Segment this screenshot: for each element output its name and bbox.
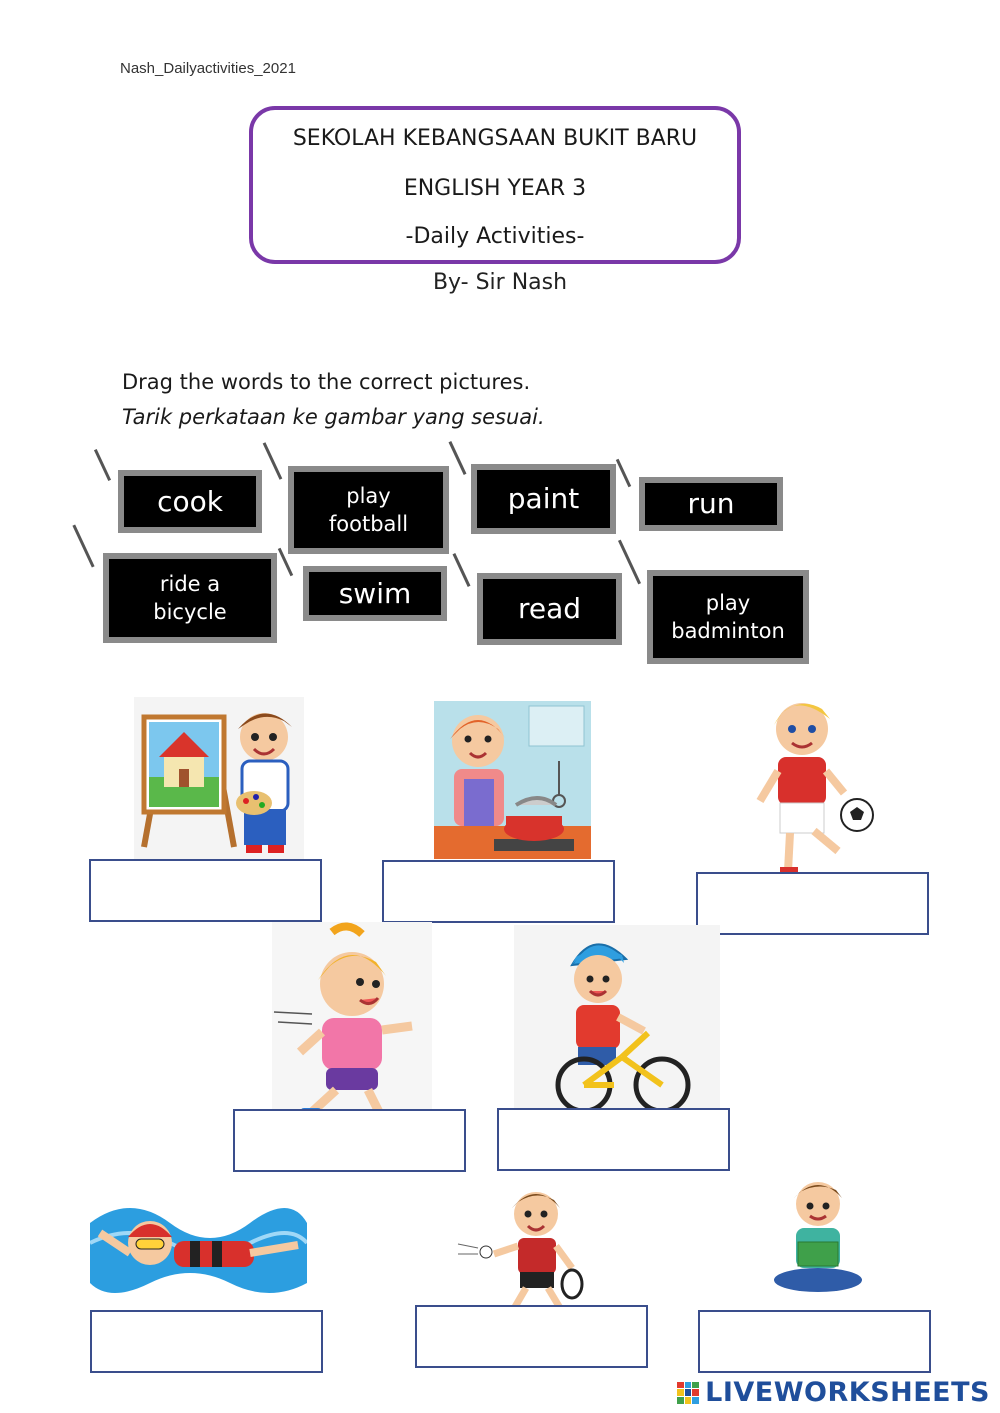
- tick-mark: [453, 553, 471, 587]
- tick-mark: [94, 449, 111, 481]
- title-box: [249, 106, 741, 264]
- answer-box-8[interactable]: [698, 1310, 931, 1373]
- word-card-play-badminton[interactable]: play badminton: [647, 570, 809, 664]
- tick-mark: [263, 442, 283, 480]
- topic-title: -Daily Activities-: [405, 224, 585, 249]
- answer-box-2[interactable]: [382, 860, 615, 923]
- answer-box-7[interactable]: [415, 1305, 648, 1368]
- liveworksheets-name: LIVEWORKSHEETS: [705, 1377, 990, 1408]
- liveworksheets-brand[interactable]: [677, 1377, 990, 1408]
- tick-mark: [616, 459, 631, 487]
- reading-boy-image: [762, 1176, 874, 1296]
- football-boy-image: [752, 691, 878, 882]
- instruction-english: Drag the words to the correct pictures.: [122, 370, 531, 394]
- painting-boy-image: [134, 697, 304, 859]
- subject-title: ENGLISH YEAR 3: [403, 176, 587, 201]
- badminton-boy-image: [456, 1184, 599, 1320]
- word-card-read[interactable]: read: [477, 573, 622, 645]
- word-card-ride-bicycle[interactable]: ride a bicycle: [103, 553, 277, 643]
- answer-box-1[interactable]: [89, 859, 322, 922]
- tick-mark: [72, 525, 94, 568]
- word-card-run[interactable]: run: [639, 477, 783, 531]
- answer-box-6[interactable]: [90, 1310, 323, 1373]
- cycling-boy-image: [514, 925, 720, 1118]
- word-card-cook[interactable]: cook: [118, 470, 262, 533]
- file-tag: Nash_Dailyactivities_2021: [120, 60, 296, 77]
- answer-box-3[interactable]: [696, 872, 929, 935]
- tick-mark: [449, 441, 467, 475]
- byline: By- Sir Nash: [432, 270, 568, 295]
- answer-box-4[interactable]: [233, 1109, 466, 1172]
- word-card-play-football[interactable]: play football: [288, 466, 449, 554]
- word-card-swim[interactable]: swim: [303, 566, 447, 621]
- cooking-girl-image: [434, 701, 591, 859]
- answer-box-5[interactable]: [497, 1108, 730, 1171]
- running-girl-image: [272, 922, 432, 1132]
- liveworksheets-logo-icon: [677, 1382, 699, 1404]
- swimming-boy-image: [90, 1193, 307, 1303]
- instruction-malay: Tarik perkataan ke gambar yang sesuai.: [122, 405, 545, 429]
- school-name: SEKOLAH KEBANGSAAN BUKIT BARU: [292, 126, 698, 151]
- word-card-paint[interactable]: paint: [471, 464, 616, 534]
